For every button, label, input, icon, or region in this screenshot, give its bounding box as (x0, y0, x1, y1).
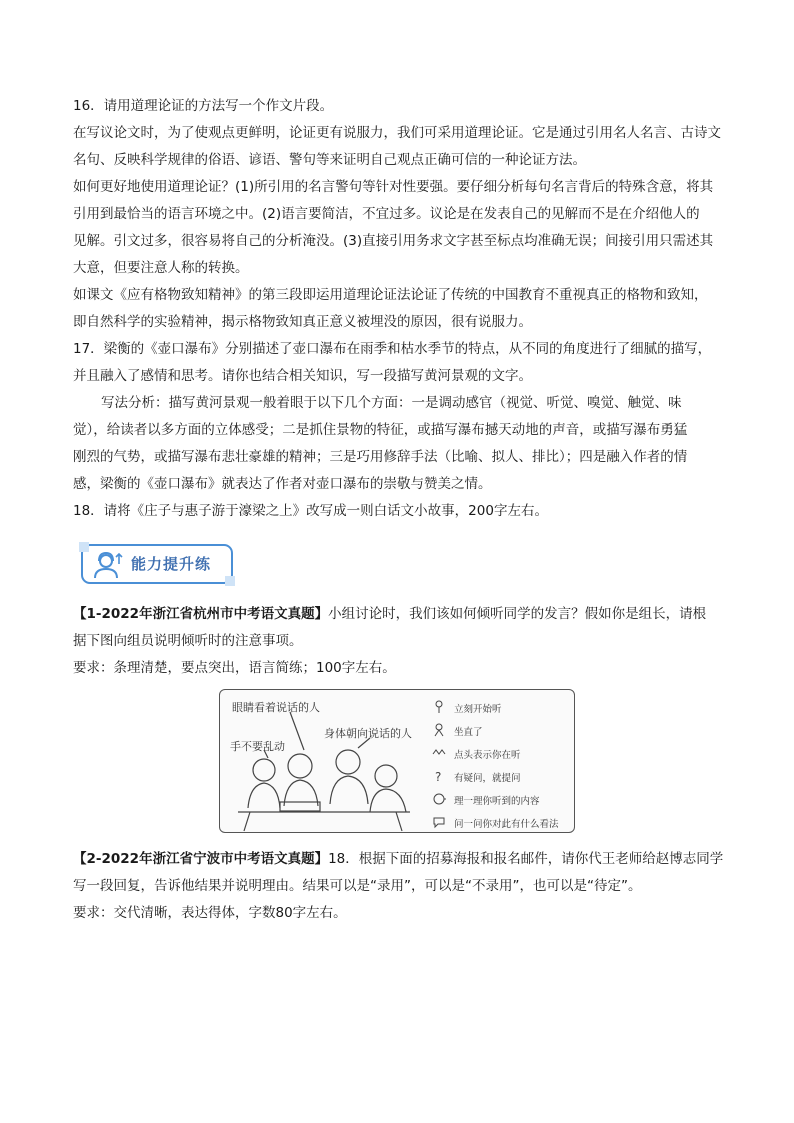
listening-illustration (219, 689, 575, 833)
loop-icon (432, 792, 446, 806)
question-17-title: 17．梁衡的《壶口瀑布》分别描述了壶口瀑布在雨季和枯水季节的特点，从不同的角度进行了细腻的描写， (73, 341, 712, 357)
practice-1-requirement: 要求：条理清楚，要点突出，语言简练；100字左右。 (73, 660, 396, 676)
svg-text:?: ? (435, 770, 442, 783)
sit-up-icon (432, 700, 446, 714)
practice-1-source: 【1-2022年浙江省杭州市中考语文真题】 (73, 606, 329, 622)
practice-2 (73, 846, 728, 927)
question-16-line: 见解。引文过多，很容易将自己的分析淹没。(3)直接引用务求文字甚至标点均准确无误；间接引用只需述其 (73, 233, 714, 249)
tip-text: 坐直了 (454, 727, 483, 738)
practice-1 (73, 601, 728, 682)
tip-text: 立刻开始听 (454, 704, 502, 715)
practice-2-line (73, 846, 728, 873)
question-16-line: 如课文《应有格物致知精神》的第三段即运用道理论证法论证了传统的中国教育不重视真正的格物和致知， (73, 287, 708, 303)
tip-text: 点头表示你在听 (454, 750, 521, 761)
question-17-analysis: 写法分析：描写黄河景观一般着眼于以下几个方面：一是调动感官（视觉、听觉、嗅觉、触觉、味 (101, 395, 682, 411)
practice-1-text: 小组讨论时，我们该如何倾听同学的发言？假如你是组长，请根 (328, 606, 707, 622)
students-drawing-icon (220, 690, 426, 832)
label-eyes: 眼睛看着说话的人 (232, 701, 320, 714)
question-17-analysis: 感，梁衡的《壶口瀑布》就表达了作者对壶口瀑布的崇敬与赞美之情。 (73, 476, 492, 492)
question-16-line: 大意，但要注意人称的转换。 (73, 260, 249, 276)
practice-1-line (73, 601, 728, 628)
tip-text: 有疑问，就提问 (454, 773, 521, 784)
label-body: 身体朝向说话的人 (324, 727, 412, 740)
question-17 (73, 336, 728, 498)
label-hands: 手不要乱动 (230, 740, 285, 753)
question-16-line: 名句、反映科学规律的俗语、谚语、警句等来证明自己观点正确可信的一种论证方法。 (73, 152, 586, 168)
question-17-analysis: 觉），给读者以多方面的立体感受；二是抓住景物的特征，或描写瀑布撼天动地的声音，或描写瀑布勇猛 (73, 422, 688, 438)
banner-title: 能力提升练 (131, 555, 212, 573)
tip-text: 问一问你对此有什么看法 (454, 819, 559, 830)
question-16-line: 引用到最恰当的语言环境之中。(2)语言要简洁，不宜过多。议论是在发表自己的见解而不是在介绍他人的 (73, 206, 700, 222)
practice-2-text: 18．根据下面的招募海报和报名邮件，请你代王老师给赵博志同学 (328, 851, 724, 867)
practice-2-source: 【2-2022年浙江省宁波市中考语文真题】 (73, 851, 329, 867)
student-headset-icon (89, 550, 127, 580)
practice-2-line: 写一段回复，告诉他结果并说明理由。结果可以是“录用”，可以是“不录用”，也可以是“待定”。 (73, 878, 642, 894)
tip-text: 理一理你听到的内容 (454, 796, 540, 807)
section-banner (79, 542, 235, 586)
question-icon (432, 769, 446, 783)
question-17-title: 并且融入了感情和思考。请你也结合相关知识，写一段描写黄河景观的文字。 (73, 368, 532, 384)
practice-2-requirement: 要求：交代清晰，表达得体，字数80字左右。 (73, 905, 347, 921)
question-16-line: 在写议论文时，为了使观点更鲜明，论证更有说服力，我们可采用道理论证。它是通过引用名人名言、古诗文 (73, 125, 721, 141)
question-18-title: 18．请将《庄子与惠子游于濠梁之上》改写成一则白话文小故事，200字左右。 (73, 503, 548, 519)
question-16-line: 如何更好地使用道理论证？(1)所引用的名言警句等针对性要强。要仔细分析每句名言背后的特殊含意，将其 (73, 179, 714, 195)
question-18 (73, 498, 728, 525)
nod-icon (432, 746, 446, 760)
question-16-title: 16．请用道理论证的方法写一个作文片段。 (73, 98, 334, 114)
question-16-line: 即自然科学的实验精神，揭示格物致知真正意义被埋没的原因，很有说服力。 (73, 314, 532, 330)
practice-1-line: 据下图向组员说明倾听时的注意事项。 (73, 633, 303, 649)
question-16 (73, 93, 728, 336)
talk-icon (432, 815, 446, 829)
question-17-analysis: 刚烈的气势，或描写瀑布悲壮豪雄的精神；三是巧用修辞手法（比喻、拟人、排比）；四是融入作者的情 (73, 449, 688, 465)
person-icon (432, 723, 446, 737)
